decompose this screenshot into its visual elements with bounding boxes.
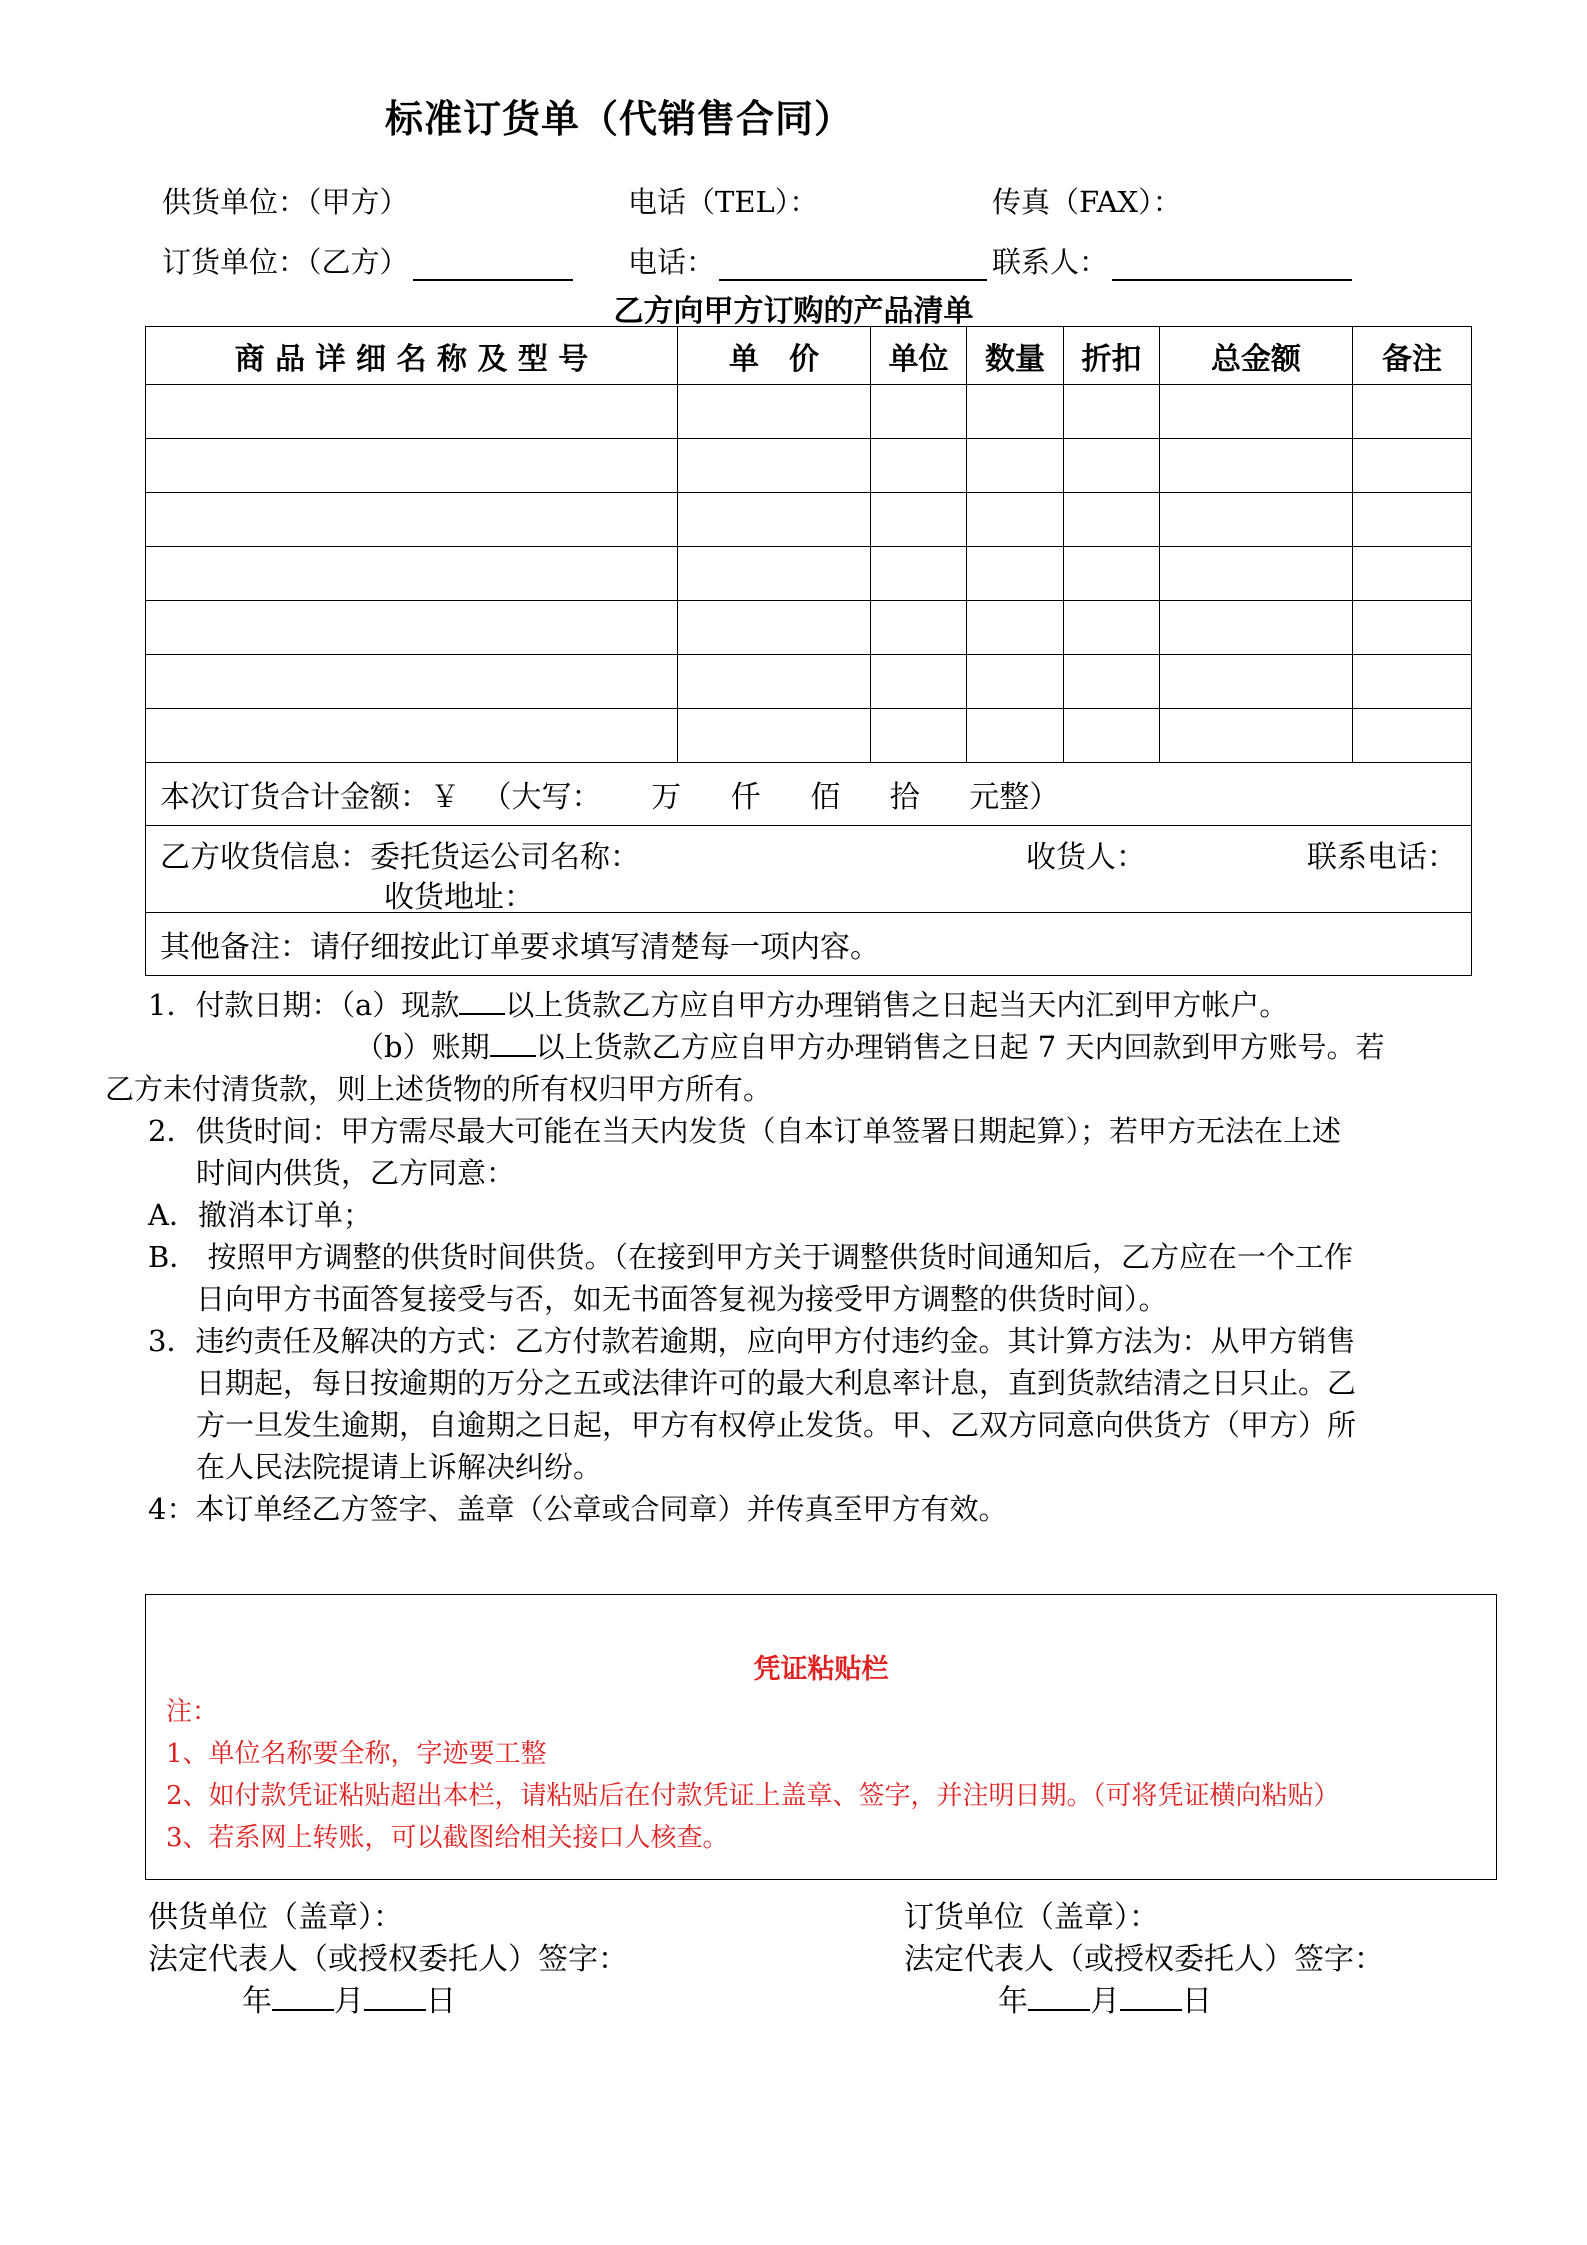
term-2-line2: 时间内供货，乙方同意：: [196, 1156, 516, 1190]
table-cell[interactable]: [678, 601, 871, 655]
term-b-line2: 日向甲方书面答复接受与否，如无书面答复视为接受甲方调整的供货时间）。: [196, 1282, 1168, 1316]
buyer-seal-label: 订货单位（盖章）：: [904, 1900, 1159, 1935]
supplier-label: 供货单位：（甲方）: [162, 185, 409, 219]
table-cell[interactable]: [1160, 601, 1353, 655]
buyer-date: [998, 1976, 1212, 2020]
contact-row: [992, 240, 1352, 281]
table-cell[interactable]: [1064, 655, 1160, 709]
col-unit: 单位: [871, 327, 967, 385]
table-cell[interactable]: [1353, 439, 1472, 493]
unit-shi: 拾: [889, 780, 920, 815]
table-cell[interactable]: [871, 439, 967, 493]
buyer-row: [162, 240, 573, 281]
buyer-phone-row: [628, 240, 987, 281]
table-cell[interactable]: [1064, 439, 1160, 493]
table-cell[interactable]: [146, 601, 678, 655]
table-cell[interactable]: [1160, 493, 1353, 547]
table-cell[interactable]: [1353, 547, 1472, 601]
table-cell[interactable]: [1160, 547, 1353, 601]
term-1a-text: 以上货款乙方应自甲方办理销售之日起当天内汇到甲方帐户。: [505, 988, 1289, 1022]
table-row: [146, 655, 1472, 709]
table-cell[interactable]: [678, 385, 871, 439]
table-cell[interactable]: [967, 601, 1064, 655]
supplier-legal-rep-label: 法定代表人（或授权委托人）签字：: [148, 1942, 628, 1977]
table-body: [146, 385, 1472, 763]
buyer-label: 订货单位：（乙方）: [162, 245, 409, 279]
table-row: [146, 385, 1472, 439]
table-cell[interactable]: [1064, 709, 1160, 763]
address-label: 收货地址：: [384, 880, 534, 915]
tel-label: 电话（TEL）：: [628, 185, 819, 219]
table-cell[interactable]: [1160, 709, 1353, 763]
buyer-phone-label: 电话：: [628, 245, 716, 279]
year-label: 年: [998, 1984, 1028, 2019]
table-cell[interactable]: [146, 547, 678, 601]
table-cell[interactable]: [1353, 601, 1472, 655]
unit-yuan: 元整）: [969, 780, 1060, 815]
table-cell[interactable]: [1064, 493, 1160, 547]
table-cell[interactable]: [1160, 439, 1353, 493]
table-cell[interactable]: [678, 655, 871, 709]
table-cell[interactable]: [146, 439, 678, 493]
term-1b: [355, 1026, 1384, 1068]
month-label: 月: [1090, 1984, 1120, 2019]
table-cell[interactable]: [871, 493, 967, 547]
table-row: [146, 493, 1472, 547]
col-discount: 折扣: [1064, 327, 1160, 385]
term-3-line4: 在人民法院提请上诉解决纠纷。: [196, 1450, 603, 1484]
table-cell[interactable]: [146, 385, 678, 439]
month-field[interactable]: [272, 1981, 334, 2011]
credit-blank[interactable]: [490, 1029, 536, 1057]
contact-label: 联系人：: [992, 245, 1109, 279]
month-field[interactable]: [1028, 1981, 1090, 2011]
total-words-label: （大写：: [481, 780, 602, 815]
remarks-row: [146, 913, 1472, 976]
term-1a: [148, 984, 1288, 1026]
buyer-legal-rep-label: 法定代表人（或授权委托人）签字：: [904, 1942, 1384, 1977]
table-cell[interactable]: [967, 385, 1064, 439]
day-label: 日: [426, 1984, 456, 2019]
table-cell[interactable]: [1064, 547, 1160, 601]
table-cell[interactable]: [1160, 385, 1353, 439]
col-total: 总金额: [1160, 327, 1353, 385]
table-row: [146, 439, 1472, 493]
receiver-label: 收货人：: [1026, 840, 1146, 875]
buyer-phone-field[interactable]: [719, 249, 987, 281]
term-1b-text: 以上货款乙方应自甲方办理销售之日起 7 天内回款到甲方账号。若: [535, 1030, 1385, 1064]
total-label: 本次订货合计金额：￥: [160, 780, 460, 815]
table-cell[interactable]: [678, 493, 871, 547]
table-cell[interactable]: [967, 709, 1064, 763]
year-label: 年: [242, 1984, 272, 2019]
table-cell[interactable]: [871, 601, 967, 655]
term-a: A．撤消本订单；: [148, 1198, 372, 1232]
table-cell[interactable]: [1353, 493, 1472, 547]
day-label: 日: [1182, 1984, 1212, 2019]
col-quantity: 数量: [967, 327, 1064, 385]
table-cell[interactable]: [967, 439, 1064, 493]
month-label: 月: [334, 1984, 364, 2019]
table-row: [146, 601, 1472, 655]
document-title: 标准订货单（代销售合同）: [385, 96, 854, 141]
table-cell[interactable]: [871, 655, 967, 709]
col-remark: 备注: [1353, 327, 1472, 385]
term-2-line1: 2．供货时间：甲方需尽最大可能在当天内发货（自本订单签署日期起算）；若甲方无法在上述: [148, 1114, 1341, 1148]
term-1b-prefix: （b）账期: [355, 1030, 490, 1064]
table-row: [146, 547, 1472, 601]
buyer-name-field[interactable]: [413, 249, 573, 281]
term-b-line1: B． 按照甲方调整的供货时间供货。（在接到甲方关于调整供货时间通知后，乙方应在一个工作: [148, 1240, 1354, 1274]
table-row: [146, 709, 1472, 763]
supplier-seal-label: 供货单位（盖章）：: [148, 1900, 403, 1935]
col-unit-price: 单 价: [678, 327, 871, 385]
table-cell[interactable]: [146, 493, 678, 547]
table-cell[interactable]: [871, 547, 967, 601]
table-cell[interactable]: [1064, 601, 1160, 655]
table-header-row: [146, 327, 1472, 385]
col-product-name: 商 品 详 细 名 称 及 型 号: [146, 327, 678, 385]
voucher-item-2: 2、如付款凭证粘贴超出本栏，请粘贴后在付款凭证上盖章、签字，并注明日期。（可将凭证横向粘贴）: [166, 1781, 1340, 1811]
table-cell[interactable]: [871, 709, 967, 763]
table-cell[interactable]: [871, 385, 967, 439]
table-cell[interactable]: [678, 547, 871, 601]
product-list-title: 乙方向甲方订购的产品清单: [613, 294, 974, 329]
contact-field[interactable]: [1112, 249, 1352, 281]
table-cell[interactable]: [1353, 655, 1472, 709]
term-1b-cont: 乙方未付清货款，则上述货物的所有权归甲方所有。: [105, 1072, 773, 1106]
receipt-row: [146, 826, 1472, 913]
table-cell[interactable]: [146, 709, 678, 763]
total-row: [146, 763, 1472, 826]
table-cell[interactable]: [1064, 385, 1160, 439]
voucher-title: 凭证粘贴栏: [753, 1654, 889, 1685]
voucher-item-1: 1、单位名称要全称，字迹要工整: [166, 1739, 547, 1769]
product-table: [145, 326, 1472, 976]
day-field[interactable]: [364, 1981, 426, 2011]
table-cell[interactable]: [1353, 709, 1472, 763]
supplier-date: [242, 1976, 456, 2020]
table-cell[interactable]: [678, 709, 871, 763]
receipt-cell[interactable]: [146, 826, 1472, 913]
cash-blank[interactable]: [459, 987, 505, 1015]
receipt-label: 乙方收货信息：委托货运公司名称：: [160, 840, 640, 875]
unit-qian: 仟: [730, 780, 761, 815]
voucher-item-3: 3、若系网上转账，可以截图给相关接口人核查。: [166, 1823, 729, 1853]
term-3-line1: 3．违约责任及解决的方式：乙方付款若逾期，应向甲方付违约金。其计算方法为：从甲方销售: [148, 1324, 1356, 1358]
fax-label: 传真（FAX）：: [992, 185, 1182, 219]
table-cell[interactable]: [1160, 655, 1353, 709]
term-3-line2: 日期起，每日按逾期的万分之五或法律许可的最大利息率计息，直到货款结清之日只止。乙: [196, 1366, 1357, 1400]
voucher-box[interactable]: [145, 1594, 1497, 1880]
day-field[interactable]: [1120, 1981, 1182, 2011]
table-cell[interactable]: [1353, 385, 1472, 439]
term-4: 4：本订单经乙方签字、盖章（公章或合同章）并传真至甲方有效。: [148, 1492, 1008, 1526]
voucher-note: 注：: [166, 1697, 219, 1727]
total-cell[interactable]: [146, 763, 1472, 826]
table-cell[interactable]: [146, 655, 678, 709]
term-3-line3: 方一旦发生逾期，自逾期之日起，甲方有权停止发货。甲、乙双方同意向供货方（甲方）所: [196, 1408, 1357, 1442]
table-cell[interactable]: [967, 547, 1064, 601]
table-cell[interactable]: [967, 655, 1064, 709]
receiver-phone-label: 联系电话：: [1307, 840, 1457, 875]
unit-wan: 万: [651, 780, 682, 815]
table-cell[interactable]: [678, 439, 871, 493]
term-1-prefix: 1．付款日期：（a）现款: [148, 988, 460, 1022]
remarks-cell: 其他备注：请仔细按此订单要求填写清楚每一项内容。: [146, 913, 1472, 976]
table-cell[interactable]: [967, 493, 1064, 547]
unit-bai: 佰: [810, 780, 841, 815]
